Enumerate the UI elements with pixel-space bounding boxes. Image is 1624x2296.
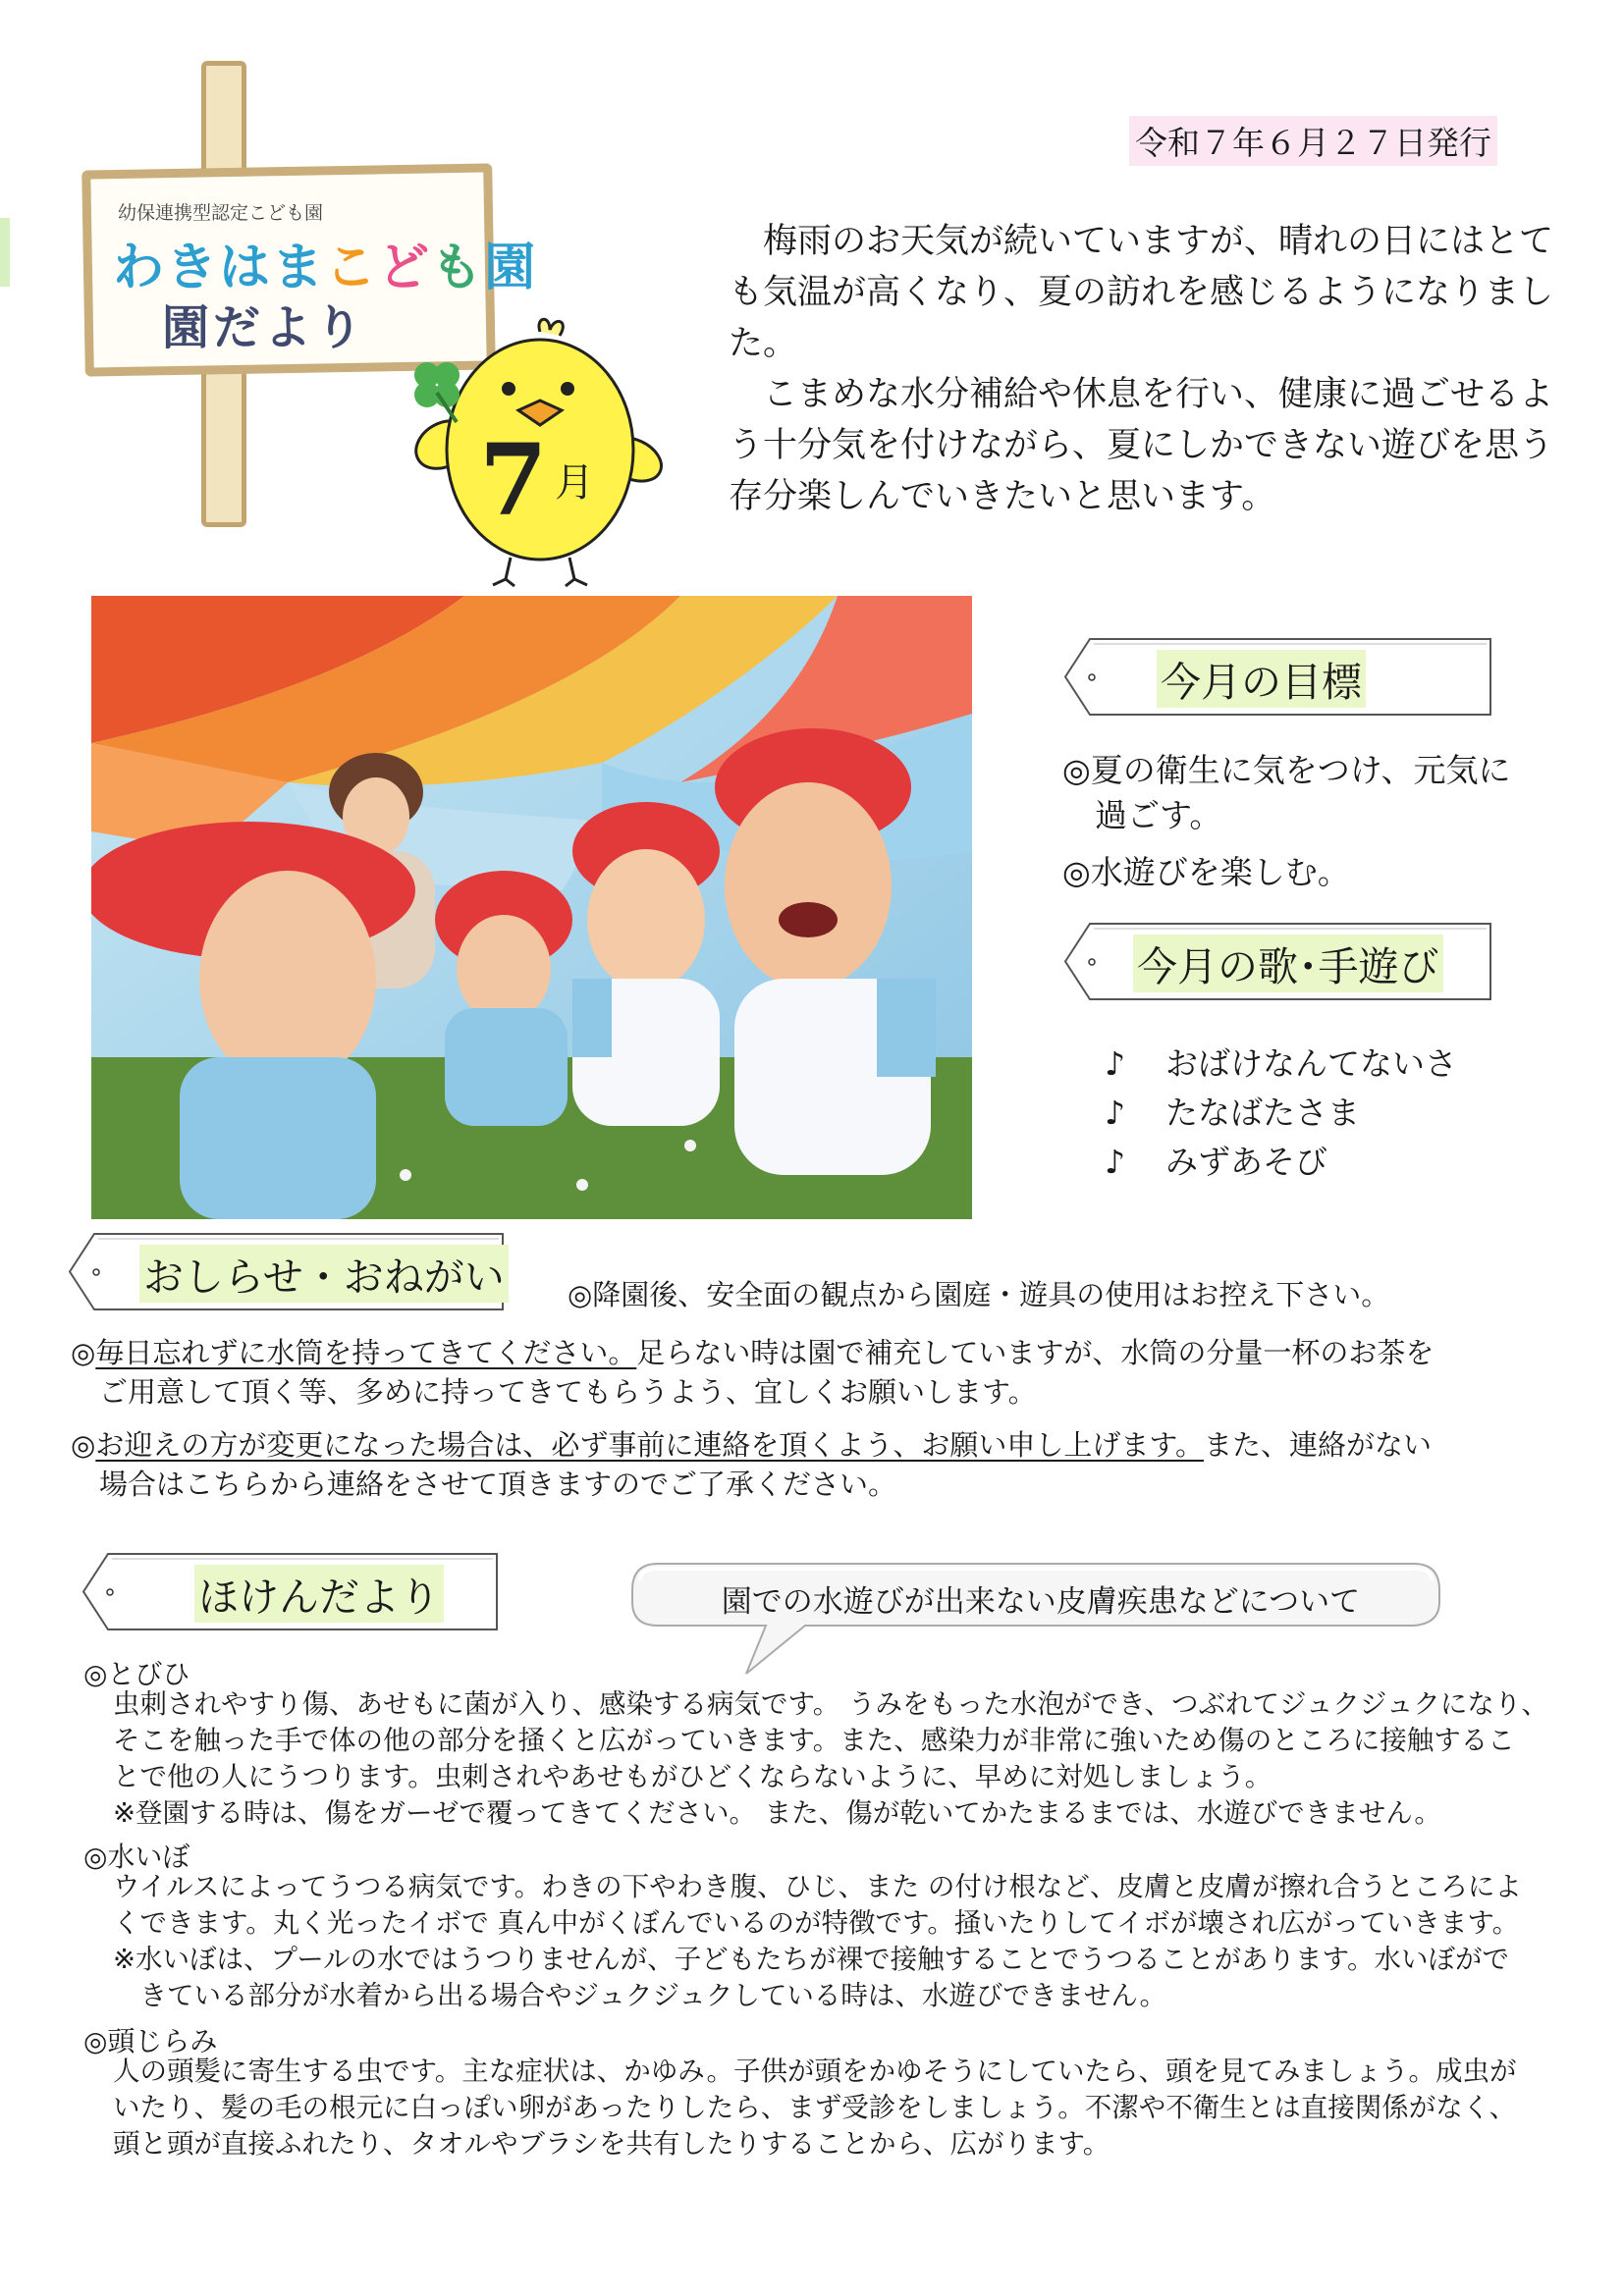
health-heading-tag: [81, 1551, 501, 1635]
health-section-title: ◎頭じらみ: [83, 2025, 218, 2057]
logo-title: 園だより: [162, 300, 367, 355]
music-note-icon: ♪: [1105, 1143, 1126, 1181]
music-note-icon: ♪: [1105, 1094, 1126, 1132]
song-item: ♪ おばけなんてないさ: [1105, 1044, 1457, 1083]
songs-heading-tag: [1062, 921, 1494, 1005]
goal-item: ◎夏の衛生に気をつけ、元気に: [1062, 751, 1511, 789]
goals-heading: 今月の目標: [1157, 650, 1366, 708]
edge-mark: [0, 218, 10, 287]
health-section-body: 虫刺されやすり傷、あせもに菌が入り、感染する病気です。 うみをもった水泡ができ、つぶれてジュクジュクになり、 そこを触った手で体の他の部分を掻くと広がっていきます。また、感染力が非常に強いため傷のところに接触するこ とで他の人にうつります。虫刺されやあせもがひどくならないように、早めに対処しましょう。 ※登園する時は、傷をガーゼで覆ってきてください。 また、傷が乾いてかたまるまでは、水遊びできません。: [113, 1688, 1548, 1829]
health-section-title: ◎水いぼ: [83, 1841, 190, 1873]
goals-heading-tag: [1062, 636, 1494, 721]
intro-paragraph: こまめな水分補給や休息を行い、健康に過ごせるよう十分気を付けながら、夏にしかできない遊びを思う存分楽しんでいきたいと思います。: [729, 375, 1554, 516]
notice-emphasis: 毎日忘れずに水筒を持ってきてください。: [95, 1336, 637, 1369]
month-number: 7: [479, 422, 548, 538]
songs-heading: 今月の歌･手遊び: [1133, 934, 1443, 992]
issue-date: 令和７年６月２７日発行: [1129, 116, 1497, 166]
notices-heading: おしらせ・おねがい: [139, 1245, 509, 1303]
health-section-body: ウイルスによってうつる病気です。わきの下やわき腹、ひじ、また の付け根など、皮膚と皮膚が擦れ合うところによ くできます。丸く光ったイボで 真ん中がくぼんでいるのが特徴です。掻いたりしてイボが壊され広がっていきます。 ※水いぼは、プールの水ではうつりませんが、子どもたちが裸で接触することでうつることがあります。水いぼがで きている部分が水着から出る場合やジュクジュクしている時は、水遊びできません。: [113, 1871, 1522, 2011]
health-section-title: ◎とびひ: [83, 1658, 190, 1690]
notice-inline: ◎降園後、安全面の観点から園庭・遊具の使用はお控え下さい。: [568, 1278, 1390, 1311]
music-note-icon: ♪: [1105, 1044, 1126, 1083]
song-item: ♪ たなばたさま: [1105, 1094, 1360, 1132]
clover-icon: [398, 353, 476, 432]
logo-school-name: わきはまこども園: [113, 239, 538, 297]
speech-bubble-text: 園での水遊びが出来ない皮膚疾患などについて: [721, 1584, 1361, 1620]
notice-item: ◎毎日忘れずに水筒を持ってきてください。足らない時は園で補充していますが、水筒の分量一杯のお茶を ご用意して頂く等、多めに持ってきてもらうよう、宜しくお願いします。: [71, 1336, 1435, 1409]
goal-item-continued: 過ごす。: [1095, 796, 1222, 834]
notice-item: ◎お迎えの方が変更になった場合は、必ず事前に連絡を頂くよう、お願い申し上げます。また、連絡がない 場合はこちらから連絡をさせて頂きますのでご了承ください。: [71, 1428, 1433, 1501]
intro-paragraph: 梅雨のお天気が続いていますが、晴れの日にはとても気温が高くなり、夏の訪れを感じるようになりました。: [729, 222, 1554, 363]
notices-heading-tag: [67, 1231, 507, 1315]
intro-text: [729, 216, 1553, 522]
logo-subtitle: 幼保連携型認定こども園: [118, 202, 324, 224]
health-section-body: 人の頭髪に寄生する虫です。主な症状は、かゆみ。子供が頭をかゆそうにしていたら、頭を見てみましょう。成虫が いたり、髪の毛の根元に白っぽい卵があったりしたら、まず受診をしましょう。不潔や不衛生とは直接関係がなく、 頭と頭が直接ふれたり、タオルやブラシを共有したりすることから、広がります。: [113, 2056, 1517, 2160]
goals-list: [1062, 748, 1573, 895]
goal-item: ◎水遊びを楽しむ。: [1062, 853, 1350, 891]
health-heading: ほけんだより: [194, 1565, 444, 1623]
song-item: ♪ みずあそび: [1105, 1143, 1327, 1181]
notice-emphasis: お迎えの方が変更になった場合は、必ず事前に連絡を頂くよう、お願い申し上げます。: [95, 1428, 1204, 1462]
children-under-parachute-photo: [91, 596, 972, 1219]
month-unit: 月: [555, 460, 594, 506]
